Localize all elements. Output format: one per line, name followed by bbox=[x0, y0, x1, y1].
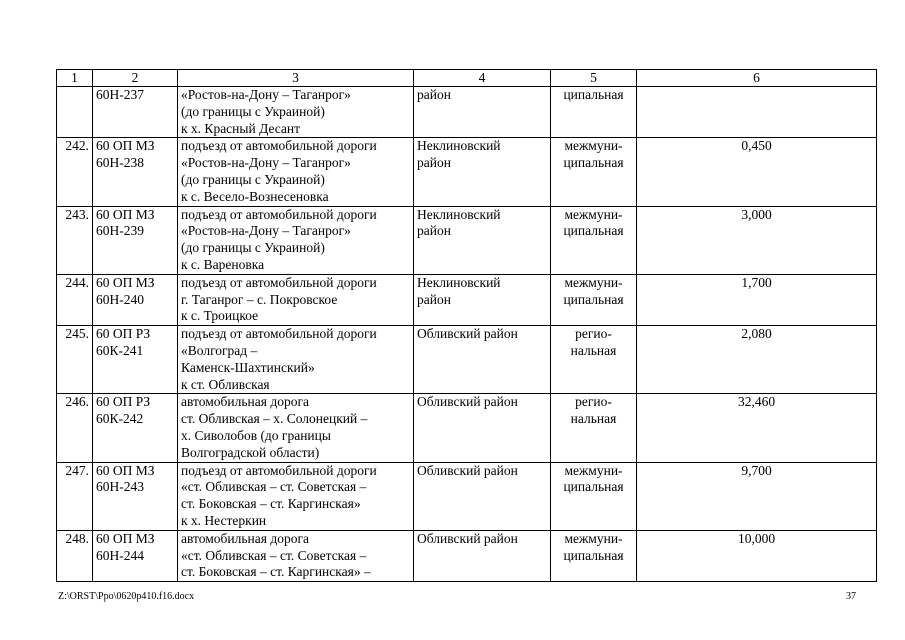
file-path: Z:\ORST\Ppo\0620p410.f16.docx bbox=[58, 591, 195, 602]
road-type: межмуни- ципальная bbox=[551, 274, 637, 325]
road-table bbox=[56, 69, 877, 582]
road-length: 32,460 bbox=[637, 394, 877, 462]
district: Неклиновский район bbox=[414, 206, 551, 274]
table-row bbox=[57, 274, 877, 325]
table-row bbox=[57, 462, 877, 530]
road-length: 0,450 bbox=[637, 138, 877, 206]
header-cell-5: 5 bbox=[551, 70, 637, 87]
road-name: автомобильная дорога «ст. Обливская – ст. Советская – ст. Боковская – ст. Каргинская» – bbox=[178, 530, 414, 581]
road-code: 60 ОП МЗ 60Н-238 bbox=[93, 138, 178, 206]
road-name: «Ростов-на-Дону – Таганрог» (до границы с Украиной) к х. Красный Десант bbox=[178, 87, 414, 138]
road-type: межмуни- ципальная bbox=[551, 206, 637, 274]
road-code: 60 ОП МЗ 60Н-240 bbox=[93, 274, 178, 325]
row-number: 242. bbox=[57, 138, 93, 206]
district: район bbox=[414, 87, 551, 138]
road-type: регио- нальная bbox=[551, 394, 637, 462]
road-name: подъезд от автомобильной дороги «Ростов-на-Дону – Таганрог» (до границы с Украиной) к с. Весело-Вознесеновка bbox=[178, 138, 414, 206]
district: Обливский район bbox=[414, 394, 551, 462]
road-name: подъезд от автомобильной дороги «Волгоград – Каменск-Шахтинский» к ст. Обливская bbox=[178, 326, 414, 394]
road-type: регио- нальная bbox=[551, 326, 637, 394]
road-code: 60Н-237 bbox=[93, 87, 178, 138]
table-row bbox=[57, 326, 877, 394]
road-length bbox=[637, 87, 877, 138]
district: Обливский район bbox=[414, 462, 551, 530]
row-number: 248. bbox=[57, 530, 93, 581]
road-code: 60 ОП РЗ 60К-241 bbox=[93, 326, 178, 394]
row-number: 244. bbox=[57, 274, 93, 325]
road-length: 9,700 bbox=[637, 462, 877, 530]
header-cell-4: 4 bbox=[414, 70, 551, 87]
road-name: подъезд от автомобильной дороги «Ростов-на-Дону – Таганрог» (до границы с Украиной) к с. Вареновка bbox=[178, 206, 414, 274]
row-number: 243. bbox=[57, 206, 93, 274]
table-row bbox=[57, 87, 877, 138]
road-name: автомобильная дорога ст. Обливская – х. Солонецкий – х. Сиволобов (до границы Волгоградской области) bbox=[178, 394, 414, 462]
row-number: 245. bbox=[57, 326, 93, 394]
road-type: межмуни- ципальная bbox=[551, 462, 637, 530]
road-length: 10,000 bbox=[637, 530, 877, 581]
district: Обливский район bbox=[414, 326, 551, 394]
district: Неклиновский район bbox=[414, 274, 551, 325]
road-name: подъезд от автомобильной дороги «ст. Обливская – ст. Советская – ст. Боковская – ст. Каргинская» к х. Нестеркин bbox=[178, 462, 414, 530]
road-length: 3,000 bbox=[637, 206, 877, 274]
header-cell-6: 6 bbox=[637, 70, 877, 87]
header-cell-1: 1 bbox=[57, 70, 93, 87]
header-cell-3: 3 bbox=[178, 70, 414, 87]
road-code: 60 ОП РЗ 60К-242 bbox=[93, 394, 178, 462]
road-code: 60 ОП МЗ 60Н-239 bbox=[93, 206, 178, 274]
district: Неклиновский район bbox=[414, 138, 551, 206]
row-number bbox=[57, 87, 93, 138]
table-row bbox=[57, 138, 877, 206]
road-type: межмуни- ципальная bbox=[551, 530, 637, 581]
road-length: 1,700 bbox=[637, 274, 877, 325]
district: Обливский район bbox=[414, 530, 551, 581]
road-name: подъезд от автомобильной дороги г. Таганрог – с. Покровское к с. Троицкое bbox=[178, 274, 414, 325]
road-code: 60 ОП МЗ 60Н-243 bbox=[93, 462, 178, 530]
row-number: 247. bbox=[57, 462, 93, 530]
row-number: 246. bbox=[57, 394, 93, 462]
road-code: 60 ОП МЗ 60Н-244 bbox=[93, 530, 178, 581]
header-cell-2: 2 bbox=[93, 70, 178, 87]
table-row bbox=[57, 394, 877, 462]
road-length: 2,080 bbox=[637, 326, 877, 394]
road-type: межмуни- ципальная bbox=[551, 138, 637, 206]
page-number: 37 bbox=[846, 591, 856, 602]
table-row bbox=[57, 530, 877, 581]
header-row bbox=[57, 70, 877, 87]
table-row bbox=[57, 206, 877, 274]
road-type: ципальная bbox=[551, 87, 637, 138]
